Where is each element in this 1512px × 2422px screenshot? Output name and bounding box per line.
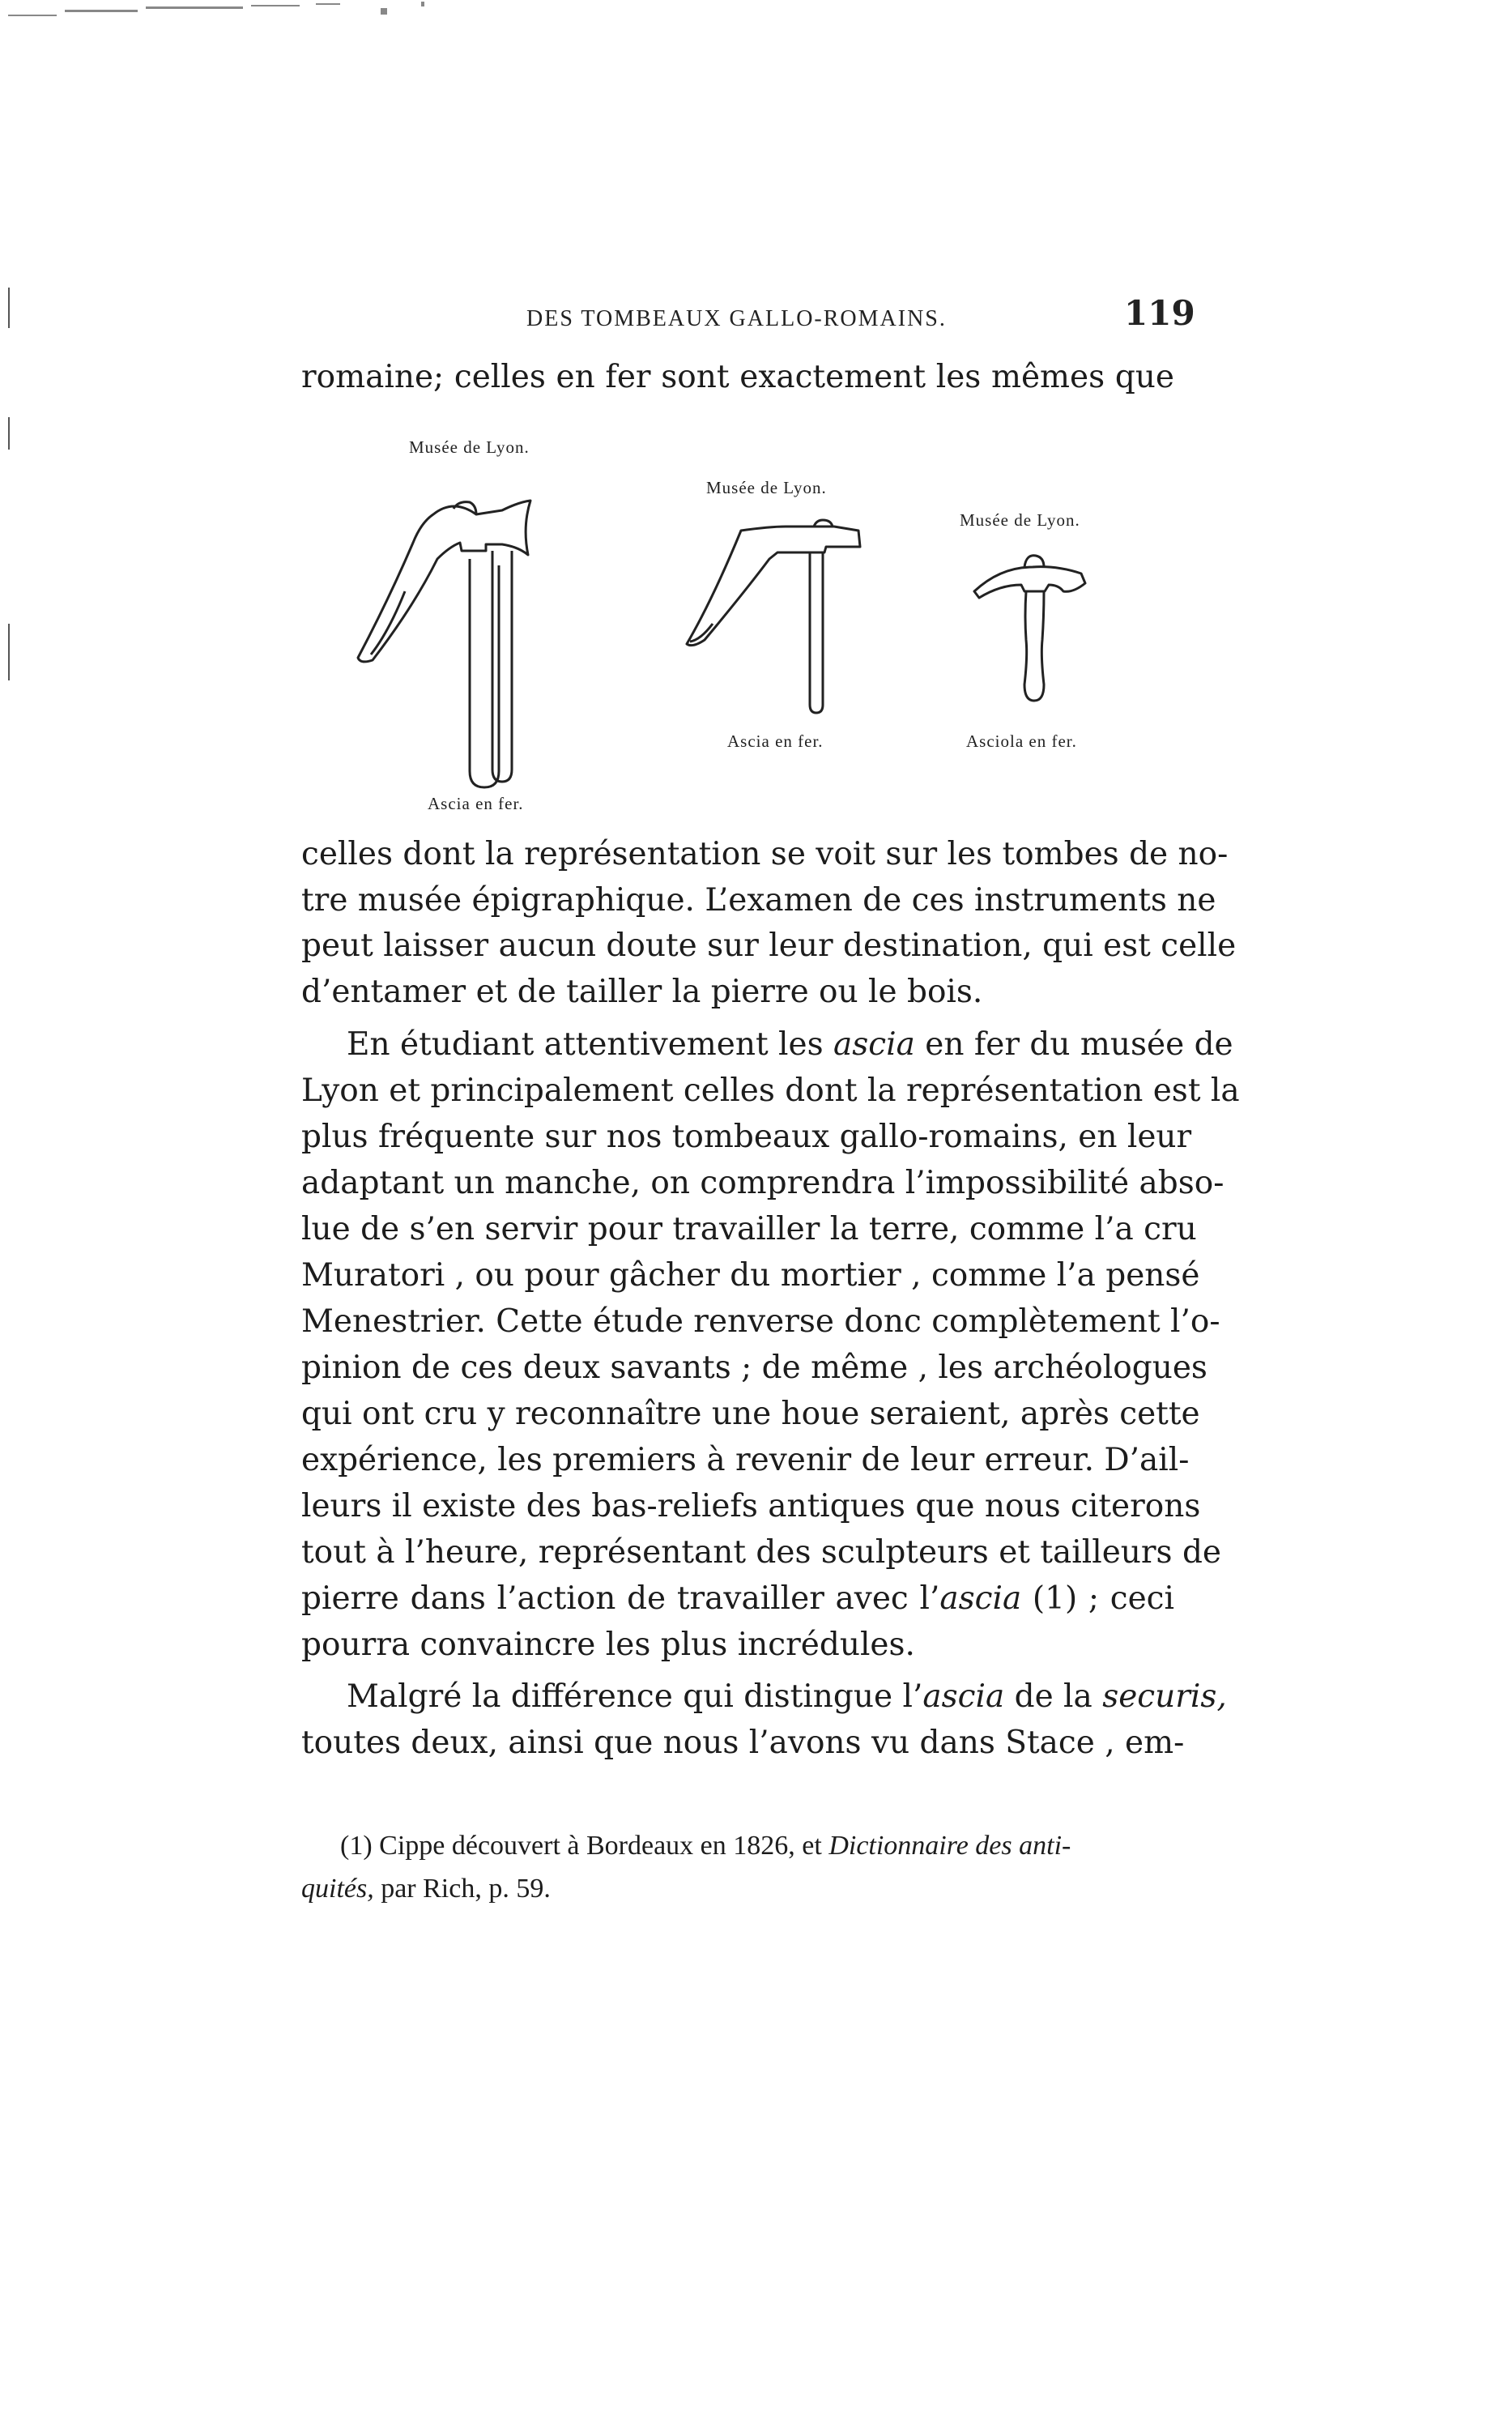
body-line <box>301 1678 1227 1715</box>
asciola-figure <box>968 535 1097 721</box>
italic-term: securis, <box>1102 1678 1227 1715</box>
body-line: Lyon et principalement celles dont la représentation est la <box>301 1072 1240 1109</box>
body-line: tout à l’heure, représentant des sculpteurs et tailleurs de <box>301 1534 1222 1571</box>
ascia-figure-1 <box>356 470 599 794</box>
figure-caption-bottom: Ascia en fer. <box>428 794 524 813</box>
footnote-line <box>340 1832 1174 1860</box>
italic-term: ascia <box>922 1678 1005 1715</box>
body-line: tre musée épigraphique. L’examen de ces instruments ne <box>301 882 1216 919</box>
body-line: peut laisser aucun doute sur leur destination, qui est celle <box>301 927 1237 964</box>
body-line: plus fréquente sur nos tombeaux gallo-romains, en leur <box>301 1119 1192 1155</box>
body-line <box>301 1026 1233 1063</box>
italic-term: ascia <box>833 1026 915 1063</box>
scan-noise <box>0 0 486 32</box>
ascia-figure-2 <box>680 502 875 721</box>
body-line: Muratori , ou pour gâcher du mortier , comme l’a pensé <box>301 1257 1200 1294</box>
margin-mark <box>8 417 10 450</box>
figure-caption-bottom: Ascia en fer. <box>727 731 824 751</box>
body-line: expérience, les premiers à revenir de leur erreur. D’ail- <box>301 1442 1190 1478</box>
text-run: En étudiant attentivement les <box>347 1026 824 1063</box>
text-run: en fer du musée de <box>925 1026 1233 1063</box>
italic-term: ascia <box>939 1580 1022 1617</box>
footnote-line <box>301 1875 1192 1903</box>
running-title: DES TOMBEAUX GALLO-ROMAINS. <box>526 306 947 331</box>
footnote-ref: (1) ; <box>1032 1580 1100 1617</box>
body-line: romaine; celles en fer sont exactement les mêmes que <box>301 359 1174 395</box>
text-run: ceci <box>1110 1580 1174 1617</box>
body-line: leurs il existe des bas-reliefs antiques que nous citerons <box>301 1488 1201 1524</box>
figure-caption-top: Musée de Lyon. <box>409 437 530 457</box>
figure-caption-top: Musée de Lyon. <box>706 478 827 497</box>
text-run: de la <box>1014 1678 1092 1715</box>
body-line: pinion de ces deux savants ; de même , les archéologues <box>301 1350 1207 1386</box>
body-line: pourra convaincre les plus incrédules. <box>301 1627 915 1663</box>
text-run: par Rich, p. 59. <box>381 1874 551 1904</box>
italic-term: Dictionnaire des anti- <box>828 1831 1071 1861</box>
figure-caption-top: Musée de Lyon. <box>960 510 1080 530</box>
body-line <box>301 1580 1174 1617</box>
text-run: (1) Cippe découvert à Bordeaux en 1826, et <box>340 1831 822 1861</box>
body-line: d’entamer et de tailler la pierre ou le bois. <box>301 974 983 1010</box>
body-line: adaptant un manche, on comprendra l’impossibilité abso- <box>301 1165 1225 1201</box>
body-line: Menestrier. Cette étude renverse donc complètement l’o- <box>301 1303 1220 1340</box>
figure-caption-bottom: Asciola en fer. <box>966 731 1077 751</box>
italic-term: quités, <box>301 1874 374 1904</box>
body-line: toutes deux, ainsi que nous l’avons vu dans Stace , em- <box>301 1725 1185 1761</box>
body-line: celles dont la représentation se voit sur les tombes de no- <box>301 836 1229 872</box>
margin-mark <box>8 288 10 328</box>
body-line: qui ont cru y reconnaître une houe seraient, après cette <box>301 1396 1200 1432</box>
margin-mark <box>8 624 10 680</box>
text-run: Malgré la différence qui distingue l’ <box>347 1678 923 1715</box>
text-run: pierre dans l’action de travailler avec l’ <box>301 1580 940 1617</box>
body-line: lue de s’en servir pour travailler la terre, comme l’a cru <box>301 1211 1197 1247</box>
page-number: 119 <box>1124 293 1195 333</box>
